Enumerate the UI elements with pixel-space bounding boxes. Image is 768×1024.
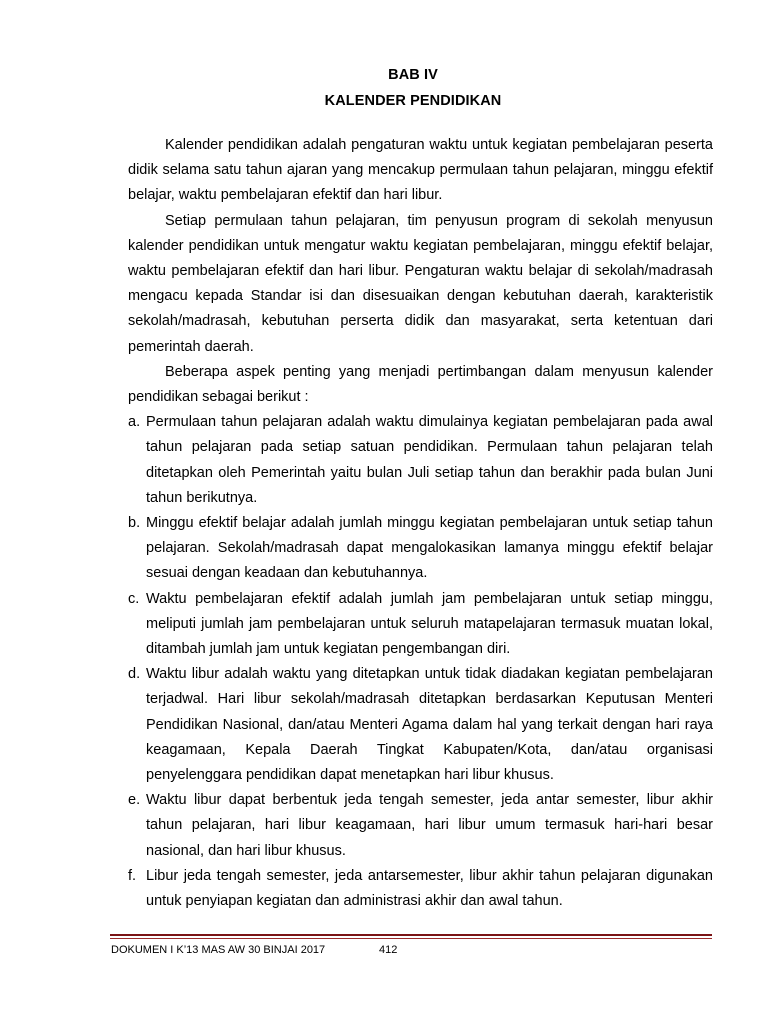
list-marker: b. <box>128 515 141 532</box>
list-marker: c. <box>128 590 140 607</box>
list-item <box>128 410 713 511</box>
list-item <box>128 662 713 788</box>
list-item <box>128 587 713 663</box>
chapter-title: KALENDER PENDIDIKAN <box>324 93 502 109</box>
list-item-text: Minggu efektif belajar adalah jumlah minggu kegiatan pembelajaran untuk setiap tahun pelajaran. Sekolah/madrasah dapat mengalokasikan lamanya minggu efektif belajar sesuai dengan keadaan dan kebutuhannya. <box>146 515 713 582</box>
list-item-text: Libur jeda tengah semester, jeda antarsemester, libur akhir tahun pelajaran digunakan untuk penyiapan kegiatan dan administrasi akhir dan awal tahun. <box>146 867 713 910</box>
paragraph: Kalender pendidikan adalah pengaturan waktu untuk kegiatan pembelajaran peserta didik selama satu tahun ajaran yang mencakup permulaan tahun pelajaran, minggu efektif belajar, waktu pembelajaran efektif dan hari libur. <box>128 137 713 204</box>
list-item-text: Waktu libur adalah waktu yang ditetapkan untuk tidak diadakan kegiatan pembelajaran terjadwal. Hari libur sekolah/madrasah ditetapkan berdasarkan Keputusan Menteri Pendidikan Nasional, dan/atau Menteri Agama dalam hal yang terkait dengan hari raya keagamaan, Kepala Daerah Tingkat Kabupaten/Kota, dan/atau organisasi penyelenggara pendidikan dapat menetapkan hari libur khusus. <box>146 666 713 784</box>
list-item-text: Waktu pembelajaran efektif adalah jumlah jam pembelajaran untuk setiap minggu, meliputi jumlah jam pembelajaran untuk seluruh matapelajaran termasuk muatan lokal, ditambah jumlah jam untuk kegiatan pengembangan diri. <box>146 590 713 658</box>
list-item-text: Waktu libur dapat berbentuk jeda tengah semester, jeda antar semester, libur akhir tahun pelajaran, hari libur keagamaan, hari libur umum termasuk hari-hari besar nasional, dan hari libur khusus. <box>146 792 713 859</box>
paragraph: Setiap permulaan tahun pelajaran, tim penyusun program di sekolah menyusun kalender pendidikan untuk mengatur waktu kegiatan pembelajaran, minggu efektif belajar, waktu pembelajaran efektif dan hari libur. Pengaturan waktu belajar di sekolah/madrasah mengacu kepada Standar isi dan disesuaikan dengan kebutuhan daerah, karakteristik sekolah/madrasah, kebutuhan perserta didik dan masyarakat, serta ketentuan dari pemerintah daerah. <box>128 212 713 355</box>
document-body <box>128 133 713 914</box>
aspect-list <box>128 410 713 914</box>
list-item <box>128 864 713 914</box>
list-marker: a. <box>128 414 141 431</box>
footer-document-label: DOKUMEN I K’13 MAS AW 30 BINJAI 2017 <box>111 944 326 956</box>
list-item <box>128 788 713 864</box>
list-marker: e. <box>128 792 141 809</box>
page-number: 412 <box>379 944 398 956</box>
chapter-heading: BAB IV <box>388 67 438 83</box>
list-marker: f. <box>128 867 137 884</box>
list-item-text: Permulaan tahun pelajaran adalah waktu dimulainya kegiatan pembelajaran pada awal tahun pelajaran pada setiap satuan pendidikan. Permulaan tahun pelajaran telah ditetapkan oleh Pemerintah yaitu bulan Juli setiap tahun dan berakhir pada bulan Juni tahun berikutnya. <box>146 414 713 506</box>
list-item <box>128 511 713 587</box>
list-marker: d. <box>128 666 141 683</box>
footer-rule-secondary <box>110 938 712 939</box>
paragraph: Beberapa aspek penting yang menjadi pertimbangan dalam menyusun kalender pendidikan sebagai berikut : <box>128 363 713 406</box>
footer-rule <box>110 934 712 936</box>
